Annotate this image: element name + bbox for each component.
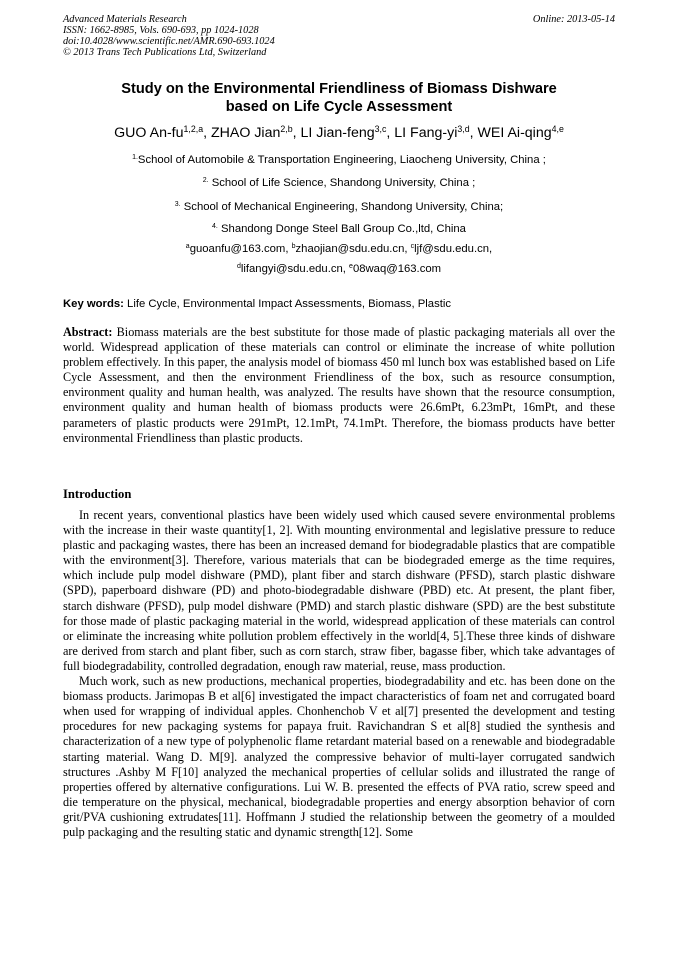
affiliation-2: $^{2.}$ School of Life Science, Shandong University, China ; xyxy=(202,177,476,189)
email-link[interactable]: lifangyi@sdu.edu.cn, xyxy=(240,263,350,275)
author: ZHAO Jian$^{2,b}$, xyxy=(210,124,301,141)
paper-title xyxy=(40,80,638,116)
author: LI Fang-yi$^{3,d}$, xyxy=(394,124,478,141)
title-line-2: based on Life Cycle Assessment xyxy=(225,99,453,115)
online-date: Online: 2013-05-14 xyxy=(532,14,615,25)
email-link[interactable]: ljf@sdu.edu.cn, xyxy=(414,243,493,255)
introduction-heading: Introduction xyxy=(63,487,132,501)
journal-header xyxy=(63,14,615,58)
email-line-1: $^a$guoanfu@163.com, $^b$zhaojian@sdu.edu.cn, $^c$ljf@sdu.edu.cn, xyxy=(185,243,493,255)
email-link[interactable]: guoanfu@163.com, xyxy=(189,243,292,255)
email-line-2: $^d$lifangyi@sdu.edu.cn, $^e$08waq@163.com xyxy=(236,263,442,275)
journal-doi: doi:10.4028/www.scientific.net/AMR.690-693.1024 xyxy=(63,36,275,47)
journal-name: Advanced Materials Research xyxy=(63,14,187,25)
affiliation-4: $^{4.}$ Shandong Donge Steel Ball Group Co.,ltd, China xyxy=(212,223,466,235)
keywords xyxy=(63,297,623,311)
author: WEI Ai-qing$^{4,e}$ xyxy=(477,124,564,141)
abstract-label: Abstract: xyxy=(63,325,113,339)
email-link[interactable]: 08waq@163.com xyxy=(352,263,442,275)
journal-issn: ISSN: 1662-8985, Vols. 690-693, pp 1024-1028 xyxy=(63,25,259,36)
abstract xyxy=(63,325,615,446)
journal-copyright: © 2013 Trans Tech Publications Ltd, Switzerland xyxy=(63,47,267,58)
keywords-text: Life Cycle, Environmental Impact Assessments, Biomass, Plastic xyxy=(123,298,452,310)
paragraph: Much work, such as new productions, mechanical properties, biodegradability and etc. has been done on the biomass products. Jarimopas B et al[6] investigated the impact characteristics of foam net and corrugated board when used for wrapping of individual apples. Chonhenchob V et al[7] presented the development and testing procedures for new packaging systems for papaya fruit. Ravichandran S et al[8] studied the synthesis and characterization of a new type of polyphenolic flame retardant material based on a renewable and biodegradable starting material. Wang D. M[9]. analyzed the compressive behavior of multi-layer corrugated sandwich structures .Ashby M F[10] analyzed the mechanical properties of cellular solids and illustrated the range of properties offered by alternative configurations. Lui W. B. presented the effects of PVA ratio, screw speed and die temperature on the physical, mechanical, biodegradable properties and energy absorption behavior of corn grit/PVA cushioning extrudates[11]. Hoffmann J studied the relationship between the geometry of a moulded pulp packaging and the resulting static and dynamic strength[12]. Some xyxy=(63,674,615,839)
keywords-label: Key words: xyxy=(63,298,124,310)
author-list xyxy=(30,124,648,142)
author: GUO An-fu$^{1,2,a}$, xyxy=(114,124,211,141)
title-line-1: Study on the Environmental Friendliness of Biomass Dishware xyxy=(121,81,557,97)
abstract-text: Biomass materials are the best substitute for those made of plastic packaging materials all over the world. Widespread application of these materials can control or eliminate the increase of white pollution problem effectively. In this paper, the analysis model of biomass 450 ml lunch box was established based on Life Cycle Assessment, and then the environment Friendliness of the box, such as resource consumption, environment quality and human health, was analyzed. The results have shown that the resource consumption, environment quality and human health of biomass products were 26.6mPt, 6.23mPt, 16mPt, and these parameters of plastic products were 291mPt, 12.1mPt, 74.1mPt. Therefore, the biomass products have better environmental Friendliness than plastic products. xyxy=(63,325,615,445)
email-link[interactable]: zhaojian@sdu.edu.cn, xyxy=(295,243,411,255)
affiliation-1: $^{1.}$School of Automobile & Transportation Engineering, Liaocheng University, China ; xyxy=(132,154,546,166)
introduction-body xyxy=(63,508,615,840)
affiliation-3: $^{3.}$ School of Mechanical Engineering, Shandong University, China; xyxy=(174,201,504,213)
paragraph: In recent years, conventional plastics have been widely used which caused severe environmental problems with the increase in their waste quantity[1, 2]. With mounting environmental and legislative pressure to reduce plastic and packaging wastes, there has been an increased demand for biodegradable plastics that are compatible with the environment[3]. Therefore, various materials that can be biodegraded emerge as the time requires, which include pulp model dishware (PMD), plant fiber and starch dishware (PFSD), starch plastic dishware (SPD), paperboard dishware (PD) and photo-biodegradable dishware (PBD) etc. At present, the plant fiber, starch dishware (PFSD), pulp model dishware (PMD) and starch plastic dishware (SPD) are the best substitute for those made of plastic packaging material in the world, widespread application of these materials can control or eliminate the increasing white pollution problem effectively in the world[4, 5].These three kinds of dishware are derived from starch and plant fiber, such as corn starch, straw fiber, bagasse fiber, which take advantages of full biodegradability, controlled degradation, enough raw material, reuse, mass production. xyxy=(63,508,615,673)
author: LI Jian-feng$^{3,c}$, xyxy=(300,124,395,141)
